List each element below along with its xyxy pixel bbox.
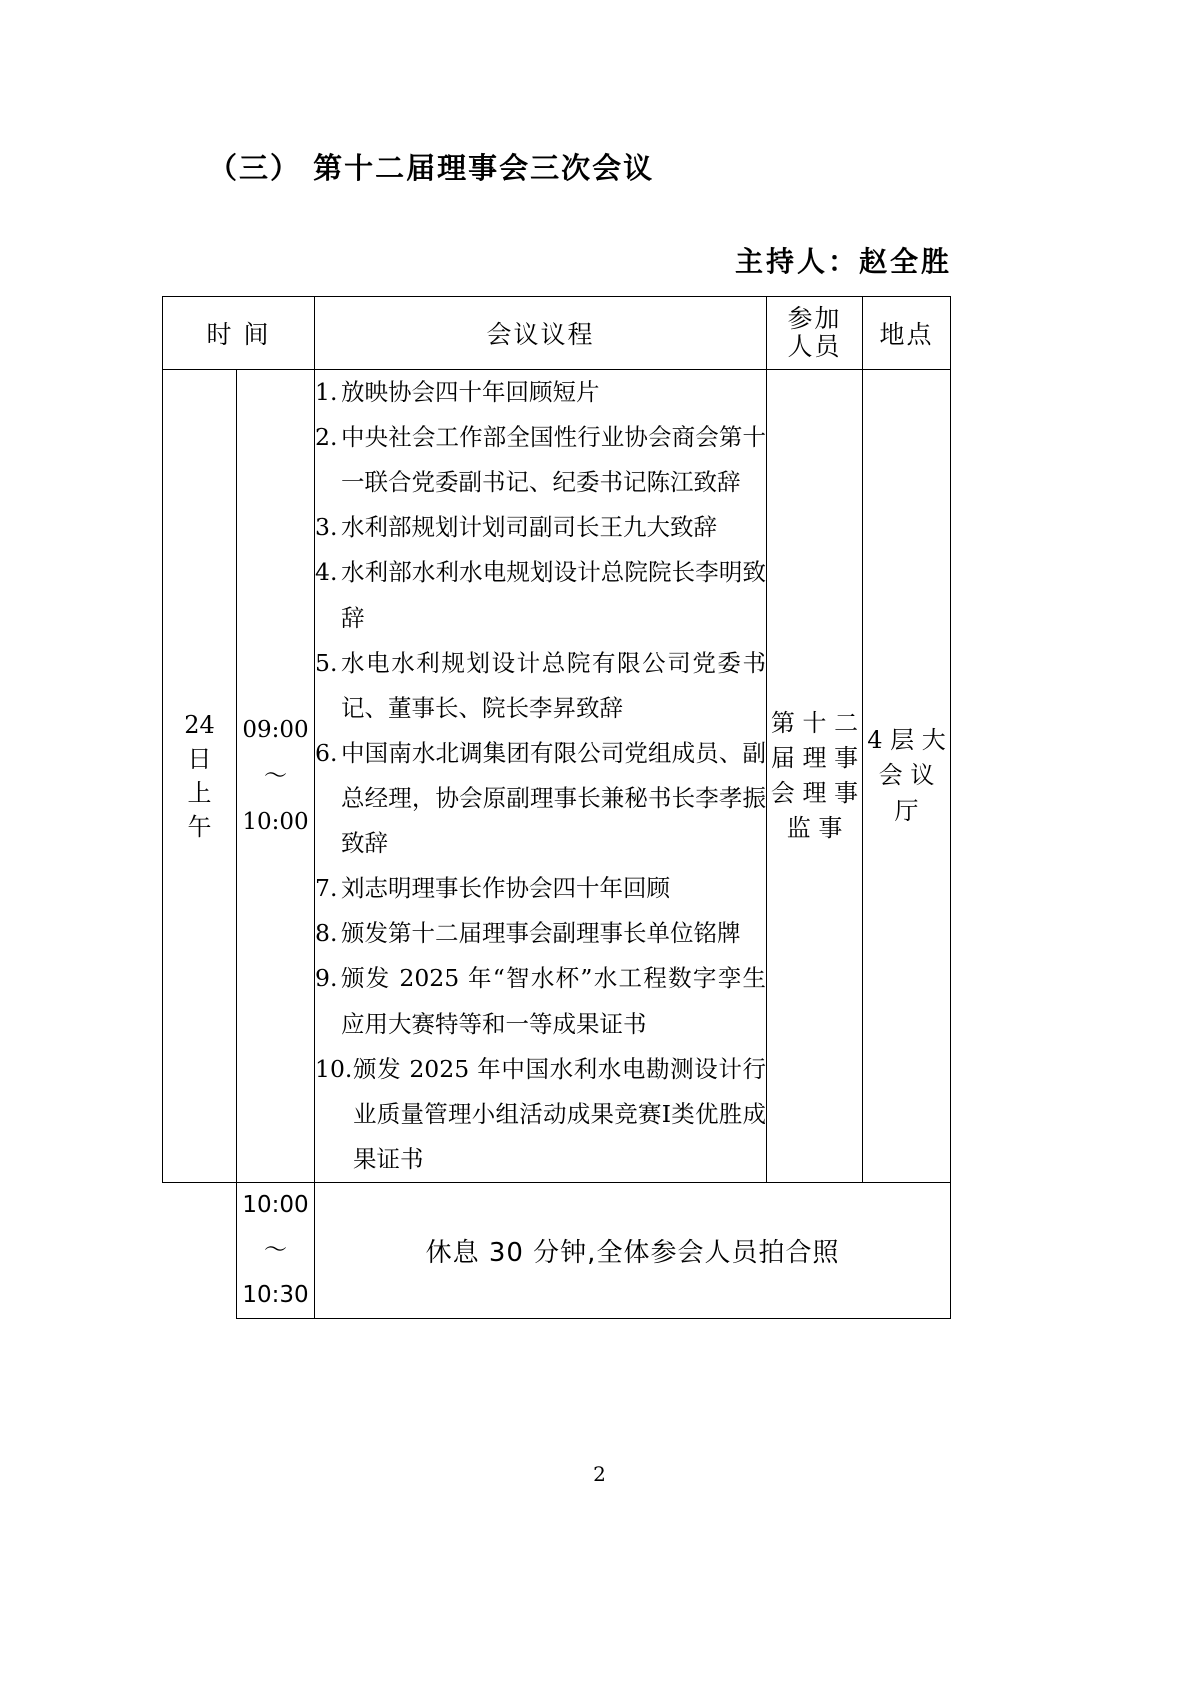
list-item	[315, 731, 766, 866]
item-text: 刘志明理事长作协会四十年回顾	[341, 874, 671, 903]
header-attendees-line1: 参加	[787, 304, 842, 333]
item-text: 中央社会工作部全国性行业协会商会第十一联合党委副书记、纪委书记陈江致辞	[341, 423, 767, 497]
cell-attendees	[767, 370, 863, 1183]
location-char: 议	[910, 761, 935, 790]
item-text: 颁发 2025 年“智水杯”水工程数字孪生应用大赛特等和一等成果证书	[341, 964, 767, 1038]
location-char: 大	[921, 726, 946, 755]
item-number: 7.	[315, 874, 338, 903]
item-number: 4.	[315, 558, 338, 587]
header-time: 时 间	[163, 297, 315, 370]
attendee-char: 监	[786, 814, 811, 843]
list-item	[315, 370, 766, 415]
attendee-char: 理	[802, 743, 827, 772]
date-char: 午	[187, 813, 212, 842]
attendee-char: 届	[770, 743, 795, 772]
cell-date	[163, 370, 237, 1183]
item-text: 水电水利规划设计总院有限公司党委书记、董事长、院长李昇致辞	[341, 648, 767, 722]
item-number: 10.	[315, 1054, 353, 1083]
header-agenda: 会议议程	[315, 297, 767, 370]
cell-empty-spacer	[163, 1182, 237, 1318]
attendee-char: 第	[770, 708, 795, 737]
item-text: 中国南水北调集团有限公司党组成员、副总经理，协会原副理事长兼秘书长李孝振致辞	[341, 738, 767, 858]
item-number: 5.	[315, 648, 338, 677]
time-start: 09:00	[242, 716, 309, 743]
location-char: 会	[878, 761, 903, 790]
attendee-char: 事	[818, 814, 843, 843]
list-item	[315, 550, 766, 640]
section-heading: （三） 第十二届理事会三次会议	[208, 151, 655, 185]
break-time-separator: ～	[264, 1236, 287, 1263]
list-item	[315, 505, 766, 550]
date-char: 24	[184, 710, 215, 739]
cell-time	[237, 370, 315, 1183]
item-number: 3.	[315, 513, 338, 542]
time-end: 10:00	[242, 808, 309, 835]
table-row	[163, 370, 951, 1183]
cell-break-text: 休息 30 分钟,全体参会人员拍合照	[315, 1182, 951, 1318]
page-number: 2	[593, 1462, 606, 1486]
time-separator: ～	[264, 762, 287, 789]
table-row-break	[163, 1182, 951, 1318]
list-item	[315, 1047, 766, 1182]
break-time-start: 10:00	[242, 1191, 309, 1218]
location-char: 厅	[894, 796, 919, 825]
item-number: 6.	[315, 738, 338, 767]
list-item	[315, 956, 766, 1046]
item-number: 1.	[315, 378, 338, 406]
item-number: 2.	[315, 423, 338, 452]
attendee-char: 理	[802, 778, 827, 807]
header-attendees	[767, 297, 863, 370]
item-text: 颁发 2025 年中国水利水电勘测设计行业质量管理小组活动成果竞赛Ⅰ类优胜成果证书	[353, 1054, 767, 1173]
attendee-char: 事	[834, 778, 859, 807]
agenda-table	[162, 296, 951, 1319]
cell-agenda-items	[315, 370, 767, 1183]
location-char: 层	[890, 726, 915, 755]
cell-location	[863, 370, 951, 1183]
item-text: 颁发第十二届理事会副理事长单位铭牌	[341, 919, 741, 948]
table-header-row	[163, 297, 951, 370]
item-number: 9.	[315, 964, 338, 993]
item-text: 水利部规划计划司副司长王九大致辞	[341, 513, 718, 542]
break-time-end: 10:30	[242, 1281, 309, 1308]
list-item	[315, 866, 766, 911]
attendee-char: 二	[834, 708, 859, 737]
attendee-char: 会	[770, 778, 795, 807]
list-item	[315, 641, 766, 731]
list-item	[315, 415, 766, 505]
date-char: 日	[187, 744, 212, 773]
attendee-char: 事	[834, 743, 859, 772]
cell-break-time	[237, 1182, 315, 1318]
header-attendees-line2: 人员	[787, 332, 842, 361]
host-line: 主持人：赵全胜	[734, 245, 952, 278]
item-text: 放映协会四十年回顾短片	[341, 378, 600, 406]
list-item	[315, 911, 766, 956]
location-char: 4	[867, 726, 883, 755]
header-location: 地点	[863, 297, 951, 370]
date-char: 上	[187, 778, 212, 807]
attendee-char: 十	[802, 708, 827, 737]
item-number: 8.	[315, 919, 338, 948]
item-text: 水利部水利水电规划设计总院院长李明致辞	[341, 558, 767, 632]
